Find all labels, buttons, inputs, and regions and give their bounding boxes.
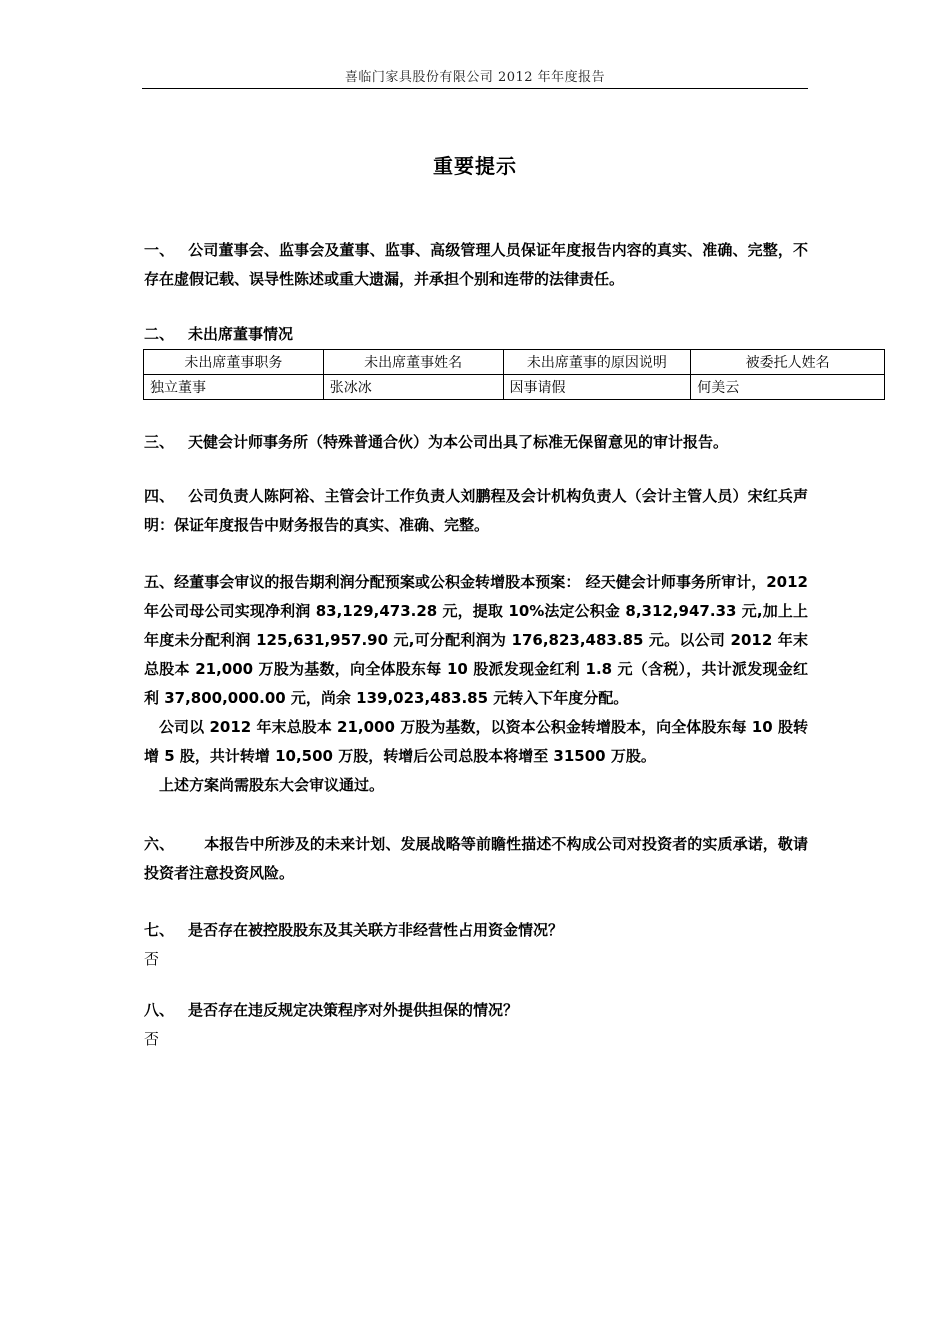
section-3 xyxy=(144,428,808,457)
table-header-cell: 未出席董事职务 xyxy=(144,350,324,375)
running-header: 喜临门家具股份有限公司 2012 年年度报告 xyxy=(344,70,606,85)
section-5-paragraph-2: 公司以 2012 年末总股本 21,000 万股为基数，以资本公积金转增股本，向全体股东每 10 股转增 5 股，共计转增 10,500 万股，转增后公司总股本将增至 31500 万股。 xyxy=(144,718,808,765)
section-6-text: 本报告中所涉及的未来计划、发展战略等前瞻性描述不构成公司对投资者的实质承诺，敬请投资者注意投资风险。 xyxy=(144,835,808,882)
section-2-number: 二、 xyxy=(144,325,175,343)
table-cell: 独立董事 xyxy=(144,375,324,400)
section-1-number: 一、 xyxy=(144,241,175,259)
table-cell: 因事请假 xyxy=(503,375,691,400)
section-7-number: 七、 xyxy=(144,921,175,939)
table-cell: 张冰冰 xyxy=(323,375,503,400)
section-8-number: 八、 xyxy=(144,1001,175,1019)
section-7 xyxy=(144,916,808,945)
section-4 xyxy=(144,482,808,540)
absent-directors-table xyxy=(143,349,885,400)
section-4-number: 四、 xyxy=(144,487,175,505)
section-2-text: 未出席董事情况 xyxy=(188,325,294,343)
table-cell: 何美云 xyxy=(691,375,885,400)
header-rule xyxy=(142,88,808,89)
section-1-text: 公司董事会、监事会及董事、监事、高级管理人员保证年度报告内容的真实、准确、完整，不存在虚假记载、误导性陈述或重大遗漏，并承担个别和连带的法律责任。 xyxy=(144,241,808,288)
section-8-answer: 否 xyxy=(144,1030,160,1048)
section-8-text: 是否存在违反规定决策程序对外提供担保的情况？ xyxy=(188,1001,519,1019)
section-5 xyxy=(144,568,808,800)
section-3-text: 天健会计师事务所（特殊普通合伙）为本公司出具了标准无保留意见的审计报告。 xyxy=(188,433,729,451)
section-6-number: 六、 xyxy=(144,835,175,853)
section-8 xyxy=(144,996,808,1025)
section-7-text: 是否存在被控股股东及其关联方非经营性占用资金情况？ xyxy=(188,921,564,939)
table-header-cell: 被委托人姓名 xyxy=(691,350,885,375)
document-title: 重要提示 xyxy=(433,154,517,178)
section-1 xyxy=(144,236,808,294)
table-header-cell: 未出席董事的原因说明 xyxy=(503,350,691,375)
section-4-text: 公司负责人陈阿裕、主管会计工作负责人刘鹏程及会计机构负责人（会计主管人员）宋红兵声明：保证年度报告中财务报告的真实、准确、完整。 xyxy=(144,487,808,534)
section-5-paragraph-3: 上述方案尚需股东大会审议通过。 xyxy=(159,776,385,794)
table-row xyxy=(144,375,885,400)
section-5-paragraph-1: 五、经董事会审议的报告期利润分配预案或公积金转增股本预案： 经天健会计师事务所审计，2012 年公司母公司实现净利润 83,129,473.28 元，提取 10%法定公积金 8,312,947.33 元,加上上年度未分配利润 125,631,957.90 元,可分配利润为 176,823,483.85 元。以公司 2012 年末总股本 21,000 万股为基数，向全体股东每 10 股派发现金红利 1.8 元（含税），共计派发现金红利 37,800,000.00 元，尚余 139,023,483.85 元转入下年度分配。 xyxy=(144,573,808,707)
table-header-row xyxy=(144,350,885,375)
section-2 xyxy=(144,320,808,349)
table-header-cell: 未出席董事姓名 xyxy=(323,350,503,375)
section-7-answer: 否 xyxy=(144,950,160,968)
section-3-number: 三、 xyxy=(144,433,175,451)
section-6 xyxy=(144,830,808,888)
